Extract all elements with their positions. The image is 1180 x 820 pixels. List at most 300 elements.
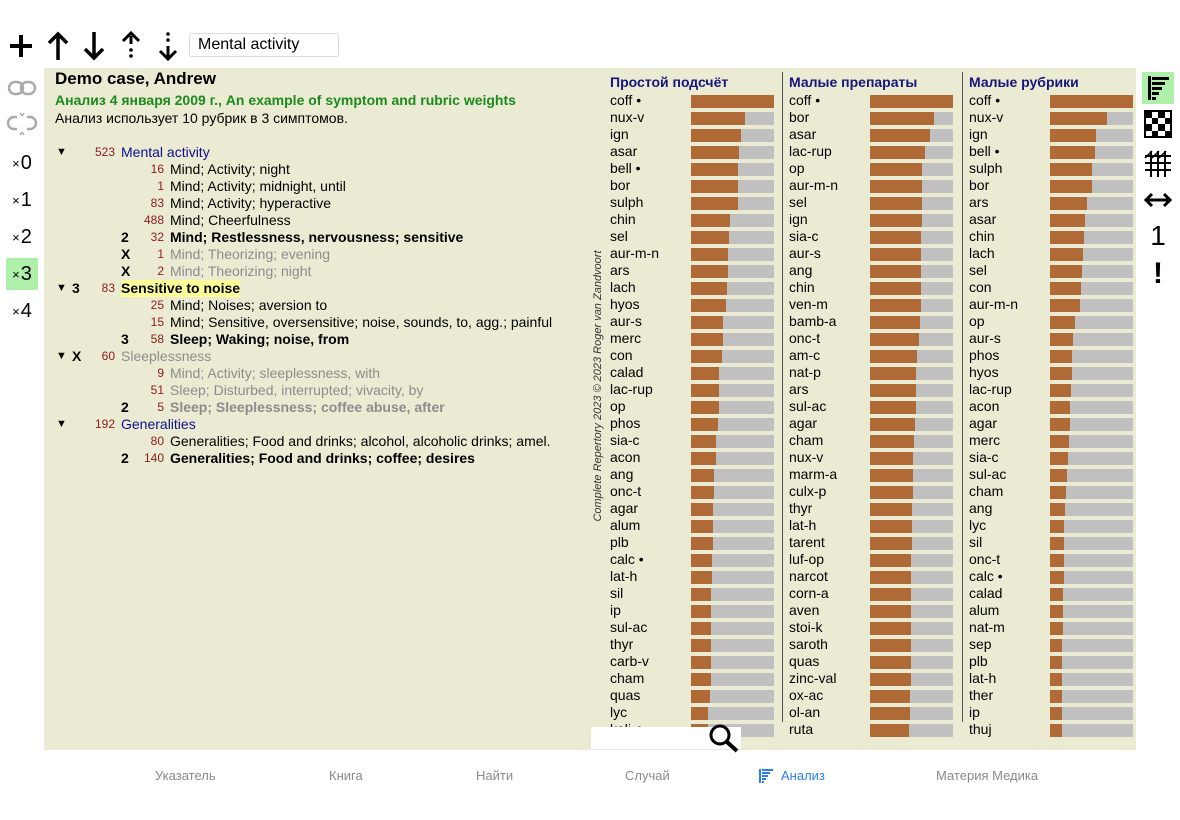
rubric-row[interactable] xyxy=(44,331,592,348)
remedy-row[interactable] xyxy=(965,721,1135,738)
remedy-name[interactable]: sil xyxy=(969,534,983,550)
remedy-row[interactable] xyxy=(785,619,955,636)
expand-arrow-icon[interactable]: ▼ xyxy=(56,350,67,362)
remedy-name[interactable]: op xyxy=(969,313,985,329)
remedy-name[interactable]: nux-v xyxy=(969,109,1004,125)
rubric-row[interactable] xyxy=(44,161,592,178)
remedy-name[interactable]: sia-c xyxy=(610,432,640,448)
remedy-row[interactable] xyxy=(965,432,1135,449)
rubric-row[interactable] xyxy=(44,450,592,467)
remedy-row[interactable] xyxy=(606,500,776,517)
rubric-label[interactable]: Mind; Activity; midnight, until xyxy=(170,178,346,194)
grid-view-icon[interactable] xyxy=(1142,108,1174,140)
remedy-name[interactable]: calc • xyxy=(969,568,1003,584)
rubric-weight[interactable]: 2 xyxy=(121,450,129,466)
remedy-name[interactable]: plb xyxy=(610,534,629,550)
remedy-name[interactable]: lac-rup xyxy=(789,143,832,159)
remedy-row[interactable] xyxy=(785,194,955,211)
remedy-name[interactable]: coff • xyxy=(969,92,1001,108)
remedy-name[interactable]: ars xyxy=(969,194,989,210)
remedy-row[interactable] xyxy=(965,194,1135,211)
symptom-label[interactable]: Mental activity xyxy=(121,144,210,160)
symptom-weight[interactable]: X xyxy=(72,348,82,364)
remedy-name[interactable]: sul-ac xyxy=(610,619,648,635)
add-icon[interactable] xyxy=(4,28,38,64)
remedy-row[interactable] xyxy=(785,415,955,432)
remedy-name[interactable]: asar xyxy=(789,126,817,142)
symptom-row[interactable] xyxy=(44,416,592,433)
remedy-name[interactable]: ars xyxy=(610,262,630,278)
remedy-name[interactable]: bor xyxy=(969,177,990,193)
remedy-name[interactable]: narcot xyxy=(789,568,828,584)
remedy-row[interactable] xyxy=(606,636,776,653)
remedy-name[interactable]: ip xyxy=(610,602,621,618)
remedy-name[interactable]: chin xyxy=(789,279,815,295)
rubric-row[interactable] xyxy=(44,433,592,450)
rubric-row[interactable] xyxy=(44,365,592,382)
remedy-name[interactable]: agar xyxy=(610,500,639,516)
remedy-row[interactable] xyxy=(785,670,955,687)
remedy-name[interactable]: nat-m xyxy=(969,619,1005,635)
remedy-row[interactable] xyxy=(785,636,955,653)
remedy-name[interactable]: culx-p xyxy=(789,483,827,499)
rubric-row[interactable] xyxy=(44,246,592,263)
remedy-row[interactable] xyxy=(606,211,776,228)
remedy-name[interactable]: stoi-k xyxy=(789,619,823,635)
remedy-name[interactable]: sel xyxy=(610,228,628,244)
remedy-row[interactable] xyxy=(965,313,1135,330)
remedy-row[interactable] xyxy=(965,568,1135,585)
remedy-row[interactable] xyxy=(785,177,955,194)
symptom-label[interactable]: Generalities xyxy=(121,416,196,432)
arrow-up-icon[interactable] xyxy=(41,28,75,64)
remedy-name[interactable]: lac-rup xyxy=(610,381,653,397)
remedy-name[interactable]: phos xyxy=(969,347,1000,363)
remedy-name[interactable]: thyr xyxy=(789,500,813,516)
remedy-name[interactable]: chin xyxy=(969,228,995,244)
remedy-row[interactable] xyxy=(785,398,955,415)
remedy-name[interactable]: zinc-val xyxy=(789,670,837,686)
remedy-row[interactable] xyxy=(606,483,776,500)
rubric-label[interactable]: Generalities; Food and drinks; coffee; desires xyxy=(170,450,475,466)
remedy-row[interactable] xyxy=(965,398,1135,415)
symptom-row[interactable] xyxy=(44,144,592,161)
remedy-row[interactable] xyxy=(606,670,776,687)
remedy-name[interactable]: lac-rup xyxy=(969,381,1012,397)
remedy-name[interactable]: agar xyxy=(969,415,998,431)
remedy-row[interactable] xyxy=(965,551,1135,568)
remedy-row[interactable] xyxy=(965,262,1135,279)
rubric-label[interactable]: Mind; Sensitive, oversensitive; noise, sounds, to, agg.; painful xyxy=(170,314,553,330)
remedy-row[interactable] xyxy=(785,483,955,500)
rubric-row[interactable] xyxy=(44,229,592,246)
remedy-name[interactable]: ang xyxy=(969,500,993,516)
remedy-name[interactable]: calad xyxy=(610,364,644,380)
multiplier-1-button[interactable] xyxy=(6,184,38,216)
remedy-name[interactable]: con xyxy=(969,279,992,295)
remedy-row[interactable] xyxy=(606,92,776,109)
remedy-name[interactable]: agar xyxy=(789,415,818,431)
rubric-label[interactable]: Sleep; Disturbed, interrupted; vivacity, by xyxy=(170,382,424,398)
remedy-name[interactable]: bamb-a xyxy=(789,313,837,329)
remedy-row[interactable] xyxy=(785,585,955,602)
expand-arrow-icon[interactable]: ▼ xyxy=(56,146,67,158)
rubric-label[interactable]: Mind; Restlessness, nervousness; sensitive xyxy=(170,229,464,245)
rubric-row[interactable] xyxy=(44,212,592,229)
remedy-name[interactable]: lach xyxy=(969,245,995,261)
arrow-down-icon[interactable] xyxy=(77,28,111,64)
remedy-name[interactable]: ign xyxy=(789,211,808,227)
rubric-label[interactable]: Mind; Theorizing; night xyxy=(170,263,312,279)
remedy-row[interactable] xyxy=(785,568,955,585)
remedy-name[interactable]: bell • xyxy=(969,143,1000,159)
remedy-name[interactable]: sul-ac xyxy=(789,398,827,414)
remedy-row[interactable] xyxy=(606,194,776,211)
remedy-name[interactable]: hyos xyxy=(969,364,999,380)
remedy-name[interactable]: sel xyxy=(969,262,987,278)
bottom-search-field[interactable] xyxy=(591,727,741,749)
remedy-name[interactable]: coff • xyxy=(789,92,821,108)
remedy-name[interactable]: acon xyxy=(610,449,641,465)
remedy-row[interactable] xyxy=(785,245,955,262)
rubric-label[interactable]: Mind; Activity; sleeplessness, with xyxy=(170,365,381,381)
remedy-name[interactable]: saroth xyxy=(789,636,828,652)
remedy-name[interactable]: bor xyxy=(789,109,810,125)
remedy-row[interactable] xyxy=(785,296,955,313)
multiplier-3-button[interactable] xyxy=(6,258,38,290)
remedy-row[interactable] xyxy=(965,466,1135,483)
remedy-row[interactable] xyxy=(606,262,776,279)
symptom-row[interactable] xyxy=(44,348,592,365)
rubric-label[interactable]: Sleep; Waking; noise, from xyxy=(170,331,350,347)
remedy-row[interactable] xyxy=(785,228,955,245)
remedy-name[interactable]: sil xyxy=(610,585,624,601)
remedy-row[interactable] xyxy=(965,228,1135,245)
remedy-row[interactable] xyxy=(606,534,776,551)
rubric-weight[interactable]: 2 xyxy=(121,229,129,245)
rubric-row[interactable] xyxy=(44,297,592,314)
remedy-name[interactable]: quas xyxy=(610,687,641,703)
rubric-weight[interactable]: X xyxy=(121,246,131,262)
remedy-row[interactable] xyxy=(606,653,776,670)
remedy-row[interactable] xyxy=(965,347,1135,364)
rubric-row[interactable] xyxy=(44,382,592,399)
unlink-icon[interactable] xyxy=(6,108,38,140)
remedy-name[interactable]: bell • xyxy=(610,160,641,176)
remedy-row[interactable] xyxy=(606,551,776,568)
remedy-name[interactable]: alum xyxy=(610,517,641,533)
expand-arrow-icon[interactable]: ▼ xyxy=(56,282,67,294)
remedy-row[interactable] xyxy=(965,602,1135,619)
remedy-row[interactable] xyxy=(606,245,776,262)
remedy-name[interactable]: ox-ac xyxy=(789,687,824,703)
remedy-name[interactable]: ol-an xyxy=(789,704,821,720)
remedy-name[interactable]: ang xyxy=(610,466,634,482)
analysis-title[interactable]: Анализ 4 января 2009 г., An example of symptom and rubric weights xyxy=(55,92,516,108)
remedy-row[interactable] xyxy=(965,670,1135,687)
remedy-row[interactable] xyxy=(606,466,776,483)
remedy-name[interactable]: merc xyxy=(610,330,642,346)
remedy-name[interactable]: sia-c xyxy=(969,449,999,465)
remedy-row[interactable] xyxy=(606,568,776,585)
remedy-row[interactable] xyxy=(785,704,955,721)
remedy-name[interactable]: sul-ac xyxy=(969,466,1007,482)
rubric-label[interactable]: Mind; Activity; night xyxy=(170,161,290,177)
remedy-name[interactable]: ip xyxy=(969,704,980,720)
remedy-name[interactable]: calad xyxy=(969,585,1003,601)
link-icon[interactable] xyxy=(6,72,38,104)
remedy-name[interactable]: thyr xyxy=(610,636,634,652)
remedy-row[interactable] xyxy=(965,126,1135,143)
remedy-row[interactable] xyxy=(785,466,955,483)
remedy-name[interactable]: lat-h xyxy=(969,670,997,686)
expand-horizontal-icon[interactable] xyxy=(1142,184,1174,216)
remedy-row[interactable] xyxy=(965,211,1135,228)
table-view-icon[interactable] xyxy=(1142,148,1174,180)
remedy-row[interactable] xyxy=(785,364,955,381)
multiplier-4-button[interactable] xyxy=(6,295,38,327)
remedy-name[interactable]: coff • xyxy=(610,92,642,108)
remedy-row[interactable] xyxy=(965,364,1135,381)
remedy-row[interactable] xyxy=(785,211,955,228)
remedy-row[interactable] xyxy=(606,109,776,126)
remedy-name[interactable]: sulph xyxy=(969,160,1003,176)
remedy-name[interactable]: sep xyxy=(969,636,992,652)
remedy-row[interactable] xyxy=(965,296,1135,313)
rubric-row[interactable] xyxy=(44,263,592,280)
remedy-row[interactable] xyxy=(606,381,776,398)
nav-analysis[interactable] xyxy=(758,768,825,783)
remedy-row[interactable] xyxy=(606,449,776,466)
rubric-label[interactable]: Sleep; Sleeplessness; coffee abuse, after xyxy=(170,399,445,415)
remedy-name[interactable]: onc-t xyxy=(610,483,642,499)
remedy-name[interactable]: ign xyxy=(969,126,988,142)
remedy-row[interactable] xyxy=(965,500,1135,517)
remedy-row[interactable] xyxy=(606,704,776,721)
remedy-name[interactable]: cham xyxy=(610,670,645,686)
nav-case[interactable]: Случай xyxy=(625,768,670,783)
remedy-name[interactable]: onc-t xyxy=(969,551,1001,567)
rubric-label[interactable]: Mind; Noises; aversion to xyxy=(170,297,328,313)
remedy-row[interactable] xyxy=(785,262,955,279)
remedy-row[interactable] xyxy=(965,636,1135,653)
remedy-row[interactable] xyxy=(785,432,955,449)
remedy-name[interactable]: ther xyxy=(969,687,994,703)
remedy-row[interactable] xyxy=(606,143,776,160)
remedy-name[interactable]: aur-m-n xyxy=(969,296,1019,312)
remedy-name[interactable]: sia-c xyxy=(789,228,819,244)
remedy-name[interactable]: asar xyxy=(969,211,997,227)
remedy-name[interactable]: luf-op xyxy=(789,551,825,567)
remedy-name[interactable]: aven xyxy=(789,602,820,618)
remedy-row[interactable] xyxy=(965,415,1135,432)
remedy-name[interactable]: lach xyxy=(610,279,636,295)
remedy-row[interactable] xyxy=(785,500,955,517)
remedy-row[interactable] xyxy=(965,653,1135,670)
remedy-name[interactable]: aur-s xyxy=(789,245,821,261)
nav-book[interactable]: Книга xyxy=(329,768,363,783)
expand-arrow-icon[interactable]: ▼ xyxy=(56,418,67,430)
remedy-row[interactable] xyxy=(785,534,955,551)
remedy-row[interactable] xyxy=(606,313,776,330)
remedy-name[interactable]: sulph xyxy=(610,194,644,210)
remedy-row[interactable] xyxy=(606,126,776,143)
remedy-name[interactable]: thuj xyxy=(969,721,992,737)
remedy-name[interactable]: cham xyxy=(969,483,1004,499)
remedy-name[interactable]: ang xyxy=(789,262,813,278)
remedy-row[interactable] xyxy=(606,585,776,602)
remedy-row[interactable] xyxy=(606,177,776,194)
remedy-row[interactable] xyxy=(785,449,955,466)
search-icon[interactable] xyxy=(707,723,741,753)
remedy-row[interactable] xyxy=(965,109,1135,126)
remedy-row[interactable] xyxy=(606,687,776,704)
symptom-row[interactable] xyxy=(44,280,592,297)
remedy-name[interactable]: ven-m xyxy=(789,296,828,312)
remedy-row[interactable] xyxy=(785,602,955,619)
remedy-row[interactable] xyxy=(606,602,776,619)
remedy-name[interactable]: asar xyxy=(610,143,638,159)
rubric-label[interactable]: Mind; Theorizing; evening xyxy=(170,246,331,262)
remedy-row[interactable] xyxy=(606,364,776,381)
remedy-name[interactable]: aur-s xyxy=(969,330,1001,346)
remedy-name[interactable]: merc xyxy=(969,432,1001,448)
remedy-name[interactable]: alum xyxy=(969,602,1000,618)
remedy-name[interactable]: con xyxy=(610,347,633,363)
remedy-row[interactable] xyxy=(606,517,776,534)
remedy-row[interactable] xyxy=(785,313,955,330)
remedy-row[interactable] xyxy=(785,330,955,347)
remedy-name[interactable]: nux-v xyxy=(789,449,824,465)
remedy-row[interactable] xyxy=(606,330,776,347)
column-title[interactable]: Малые рубрики xyxy=(969,74,1079,90)
remedy-row[interactable] xyxy=(785,126,955,143)
remedy-row[interactable] xyxy=(785,109,955,126)
rubric-row[interactable] xyxy=(44,314,592,331)
remedy-row[interactable] xyxy=(965,534,1135,551)
remedy-name[interactable]: calc • xyxy=(610,551,644,567)
remedy-name[interactable]: tarent xyxy=(789,534,825,550)
rubric-weight[interactable]: X xyxy=(121,263,131,279)
remedy-row[interactable] xyxy=(785,279,955,296)
column-title[interactable]: Простой подсчёт xyxy=(610,74,729,90)
remedy-name[interactable]: marm-a xyxy=(789,466,838,482)
remedy-name[interactable]: am-c xyxy=(789,347,821,363)
remedy-name[interactable]: plb xyxy=(969,653,988,669)
remedy-row[interactable] xyxy=(965,160,1135,177)
remedy-name[interactable]: sel xyxy=(789,194,807,210)
remedy-row[interactable] xyxy=(965,381,1135,398)
remedy-row[interactable] xyxy=(606,160,776,177)
remedy-row[interactable] xyxy=(965,449,1135,466)
arrow-down-dotted-icon[interactable] xyxy=(151,28,185,64)
remedy-name[interactable]: cham xyxy=(789,432,824,448)
remedy-row[interactable] xyxy=(606,415,776,432)
remedy-row[interactable] xyxy=(965,143,1135,160)
remedy-row[interactable] xyxy=(606,296,776,313)
nav-find[interactable]: Найти xyxy=(476,768,514,783)
remedy-name[interactable]: carb-v xyxy=(610,653,649,669)
remedy-name[interactable]: acon xyxy=(969,398,1000,414)
remedy-row[interactable] xyxy=(785,721,955,738)
remedy-name[interactable]: lat-h xyxy=(789,517,817,533)
search-input[interactable] xyxy=(189,33,339,57)
remedy-name[interactable]: aur-m-n xyxy=(789,177,839,193)
remedy-row[interactable] xyxy=(785,347,955,364)
remedy-name[interactable]: phos xyxy=(610,415,641,431)
remedy-name[interactable]: bor xyxy=(610,177,631,193)
remedy-name[interactable]: nux-v xyxy=(610,109,645,125)
remedy-name[interactable]: lyc xyxy=(610,704,628,720)
symptom-label[interactable]: Sleeplessness xyxy=(121,348,212,364)
arrow-up-dotted-icon[interactable] xyxy=(114,28,148,64)
remedy-row[interactable] xyxy=(965,483,1135,500)
remedy-name[interactable]: aur-m-n xyxy=(610,245,660,261)
symptom-weight[interactable]: 3 xyxy=(72,280,80,296)
remedy-name[interactable]: quas xyxy=(789,653,820,669)
remedy-name[interactable]: onc-t xyxy=(789,330,821,346)
remedy-row[interactable] xyxy=(965,619,1135,636)
nav-materia-medica[interactable]: Материя Медика xyxy=(936,768,1039,783)
exclamation-icon[interactable]: ! xyxy=(1153,257,1163,290)
analysis-list-icon[interactable] xyxy=(1142,72,1174,104)
remedy-name[interactable]: op xyxy=(610,398,626,414)
remedy-name[interactable]: hyos xyxy=(610,296,640,312)
rubric-weight[interactable]: 2 xyxy=(121,399,129,415)
remedy-name[interactable]: op xyxy=(789,160,805,176)
symptom-label[interactable]: Sensitive to noise xyxy=(121,280,241,296)
remedy-name[interactable]: lyc xyxy=(969,517,987,533)
remedy-name[interactable]: ruta xyxy=(789,721,814,737)
remedy-row[interactable] xyxy=(965,92,1135,109)
remedy-row[interactable] xyxy=(606,432,776,449)
remedy-row[interactable] xyxy=(785,517,955,534)
rubric-label[interactable]: Mind; Cheerfulness xyxy=(170,212,291,228)
remedy-row[interactable] xyxy=(606,347,776,364)
rubric-row[interactable] xyxy=(44,178,592,195)
rubric-weight[interactable]: 3 xyxy=(121,331,129,347)
rubric-row[interactable] xyxy=(44,399,592,416)
count-one-icon[interactable]: 1 xyxy=(1150,220,1166,251)
remedy-row[interactable] xyxy=(785,92,955,109)
remedy-row[interactable] xyxy=(606,228,776,245)
remedy-name[interactable]: lat-h xyxy=(610,568,638,584)
remedy-row[interactable] xyxy=(785,381,955,398)
remedy-row[interactable] xyxy=(965,177,1135,194)
remedy-name[interactable]: ars xyxy=(789,381,809,397)
multiplier-2-button[interactable] xyxy=(6,221,38,253)
remedy-row[interactable] xyxy=(965,279,1135,296)
remedy-row[interactable] xyxy=(965,585,1135,602)
remedy-row[interactable] xyxy=(785,160,955,177)
remedy-row[interactable] xyxy=(785,551,955,568)
remedy-row[interactable] xyxy=(785,653,955,670)
remedy-name[interactable]: ign xyxy=(610,126,629,142)
remedy-row[interactable] xyxy=(965,245,1135,262)
rubric-label[interactable]: Mind; Activity; hyperactive xyxy=(170,195,332,211)
remedy-name[interactable]: aur-s xyxy=(610,313,642,329)
remedy-name[interactable]: corn-a xyxy=(789,585,829,601)
remedy-row[interactable] xyxy=(965,687,1135,704)
remedy-name[interactable]: chin xyxy=(610,211,636,227)
column-title[interactable]: Малые препараты xyxy=(789,74,918,90)
remedy-row[interactable] xyxy=(606,279,776,296)
rubric-label[interactable]: Generalities; Food and drinks; alcohol, alcoholic drinks; amel. xyxy=(170,433,551,449)
remedy-row[interactable] xyxy=(965,330,1135,347)
remedy-row[interactable] xyxy=(965,517,1135,534)
remedy-row[interactable] xyxy=(785,687,955,704)
remedy-name[interactable]: nat-p xyxy=(789,364,821,380)
